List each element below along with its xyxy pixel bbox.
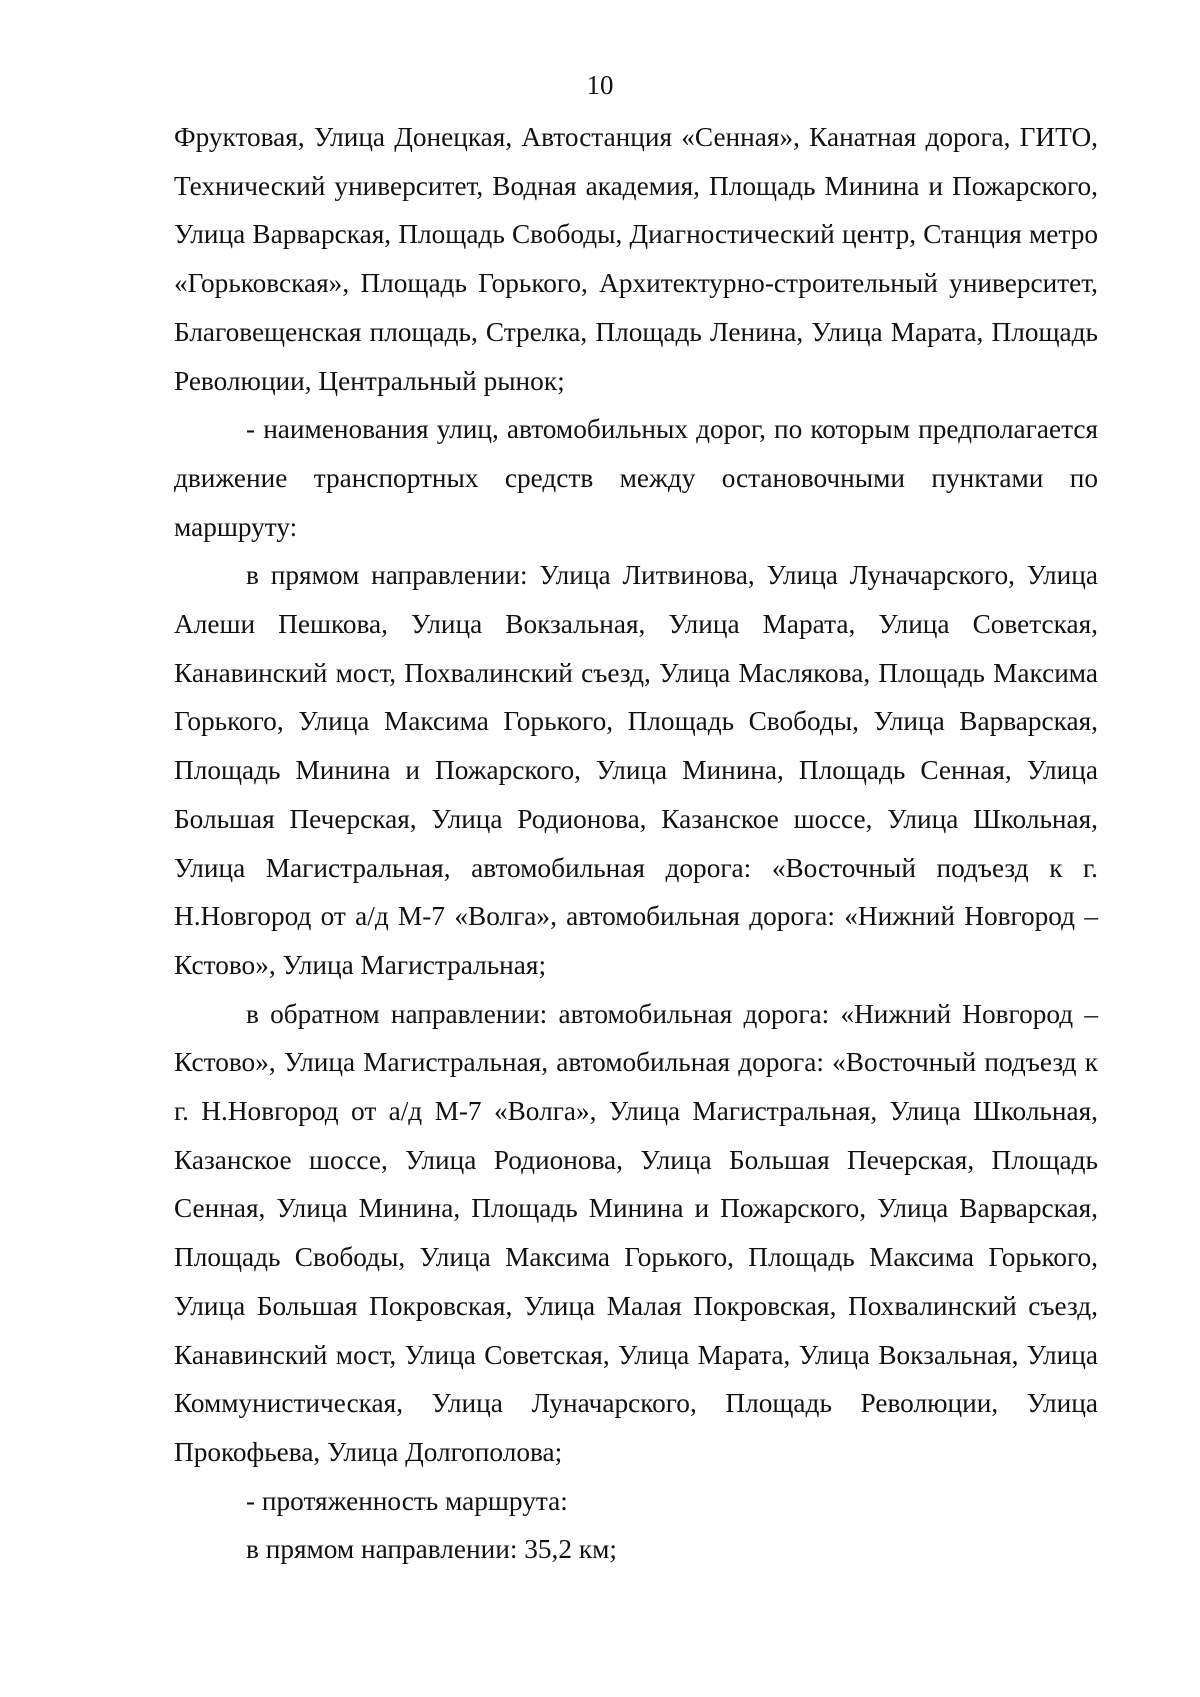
paragraph-street-names-heading: - наименования улиц, автомобильных дорог, по которым предполагается движение транспортных средств между остановочными пунктами по маршруту: <box>174 414 1098 542</box>
page-number: 10 <box>586 70 614 100</box>
paragraph-route-length-heading: - протяженность маршрута: <box>246 1485 568 1516</box>
paragraph-stops-continued: Фруктовая, Улица Донецкая, Автостанция «Сенная», Канатная дорога, ГИТО, Технический университет, Водная академия, Площадь Минина и Пожарского, Улица Варварская, Площадь Свободы, Диагностический центр, Станция метро «Горьковская», Площадь Горького, Архитектурно-строительный университет, Благовещенская площадь, Стрелка, Площадь Ленина, Улица Марата, Площадь Революции, Центральный рынок; <box>174 122 1098 396</box>
paragraph-reverse-direction: в обратном направлении: автомобильная дорога: «Нижний Новгород – Кстово», Улица Магистральная, автомобильная дорога: «Восточный подъезд к г. Н.Новгород от а/д М-7 «Волга», Улица Магистральная, Улица Школьная, Казанское шоссе, Улица Родионова, Улица Большая Печерская, Площадь Сенная, Улица Минина, Площадь Минина и Пожарского, Улица Варварская, Площадь Свободы, Улица Максима Горького, Площадь Максима Горького, Улица Большая Покровская, Улица Малая Покровская, Похвалинский съезд, Канавинский мост, Улица Советская, Улица Марата, Улица Вокзальная, Улица Коммунистическая, Улица Луначарского, Площадь Революции, Улица Прокофьева, Улица Долгополова; <box>174 998 1098 1467</box>
paragraph-forward-length: в прямом направлении: 35,2 км; <box>246 1534 617 1565</box>
document-body <box>174 113 1098 1574</box>
paragraph-forward-direction: в прямом направлении: Улица Литвинова, Улица Луначарского, Улица Алеши Пешкова, Улица Вокзальная, Улица Марата, Улица Советская, Канавинский мост, Похвалинский съезд, Улица Маслякова, Площадь Максима Горького, Улица Максима Горького, Площадь Свободы, Улица Варварская, Площадь Минина и Пожарского, Улица Минина, Площадь Сенная, Улица Большая Печерская, Улица Родионова, Казанское шоссе, Улица Школьная, Улица Магистральная, автомобильная дорога: «Восточный подъезд к г. Н.Новгород от а/д М-7 «Волга», автомобильная дорога: «Нижний Новгород – Кстово», Улица Магистральная; <box>174 560 1098 980</box>
